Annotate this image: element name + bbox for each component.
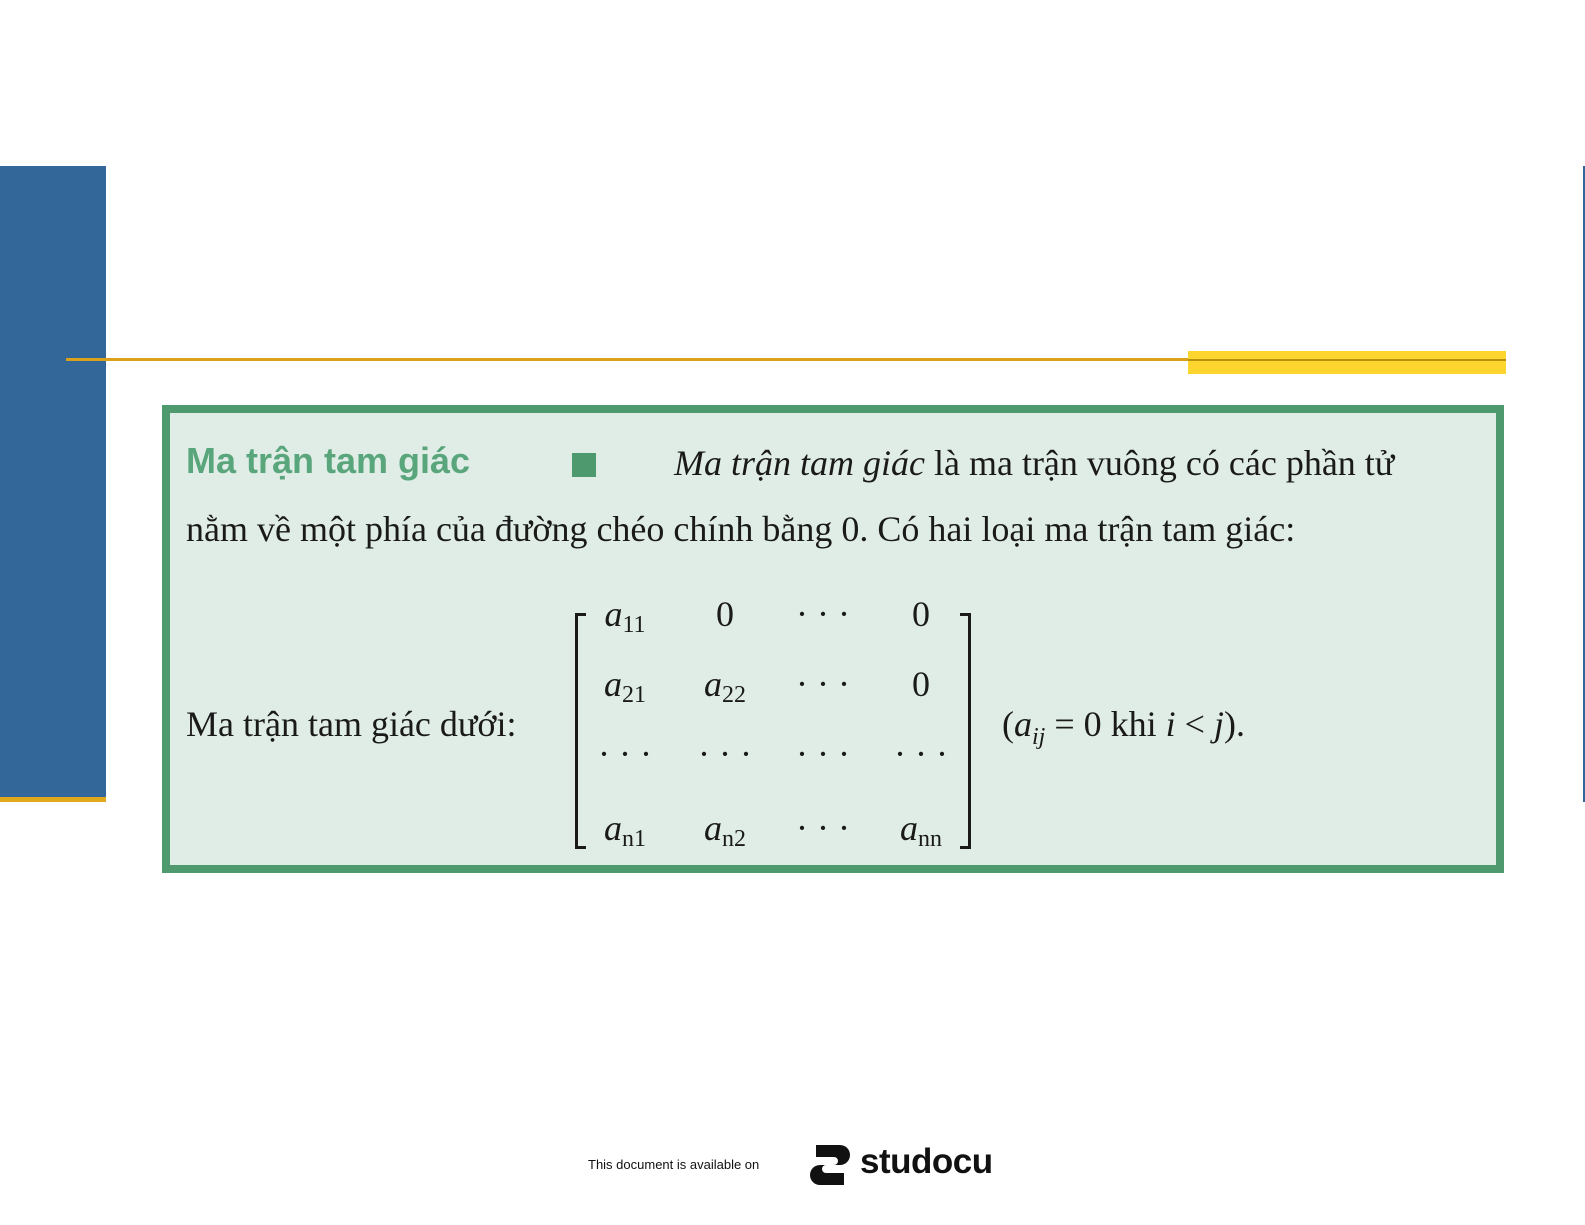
matrix-cell: $a_{22}$	[704, 664, 746, 708]
matrix-cell: $a_{21}$	[604, 664, 646, 708]
matrix-cell: $a_{nn}$	[900, 808, 942, 852]
condition-close: ).	[1224, 704, 1245, 744]
matrix-cell: · · ·	[796, 808, 850, 848]
matrix-cell: · · ·	[598, 734, 652, 774]
matrix-cell: · · ·	[796, 594, 850, 634]
condition-var: a	[1014, 704, 1032, 744]
title-divider-block-line	[1188, 359, 1506, 361]
definition-line-2: nằm về một phía của đường chéo chính bằng 0. Có hai loại ma trận tam giác:	[186, 509, 1296, 549]
condition-middle: = 0 khi	[1045, 704, 1166, 744]
matrix-condition	[1002, 703, 1245, 750]
condition-open: (	[1002, 704, 1014, 744]
left-sidebar-accent	[0, 797, 106, 802]
condition-j: j	[1213, 704, 1224, 744]
definition-line-1	[674, 442, 1394, 484]
square-bullet-icon	[572, 453, 596, 477]
footer-brand[interactable]: studocu	[860, 1142, 993, 1181]
matrix-cell: $a_{n1}$	[604, 808, 646, 852]
condition-lt: <	[1175, 704, 1214, 744]
definition-term: Ma trận tam giác	[674, 443, 925, 483]
matrix-cell: 0	[912, 664, 930, 704]
matrix-cell: 0	[912, 594, 930, 634]
matrix-cell: · · ·	[894, 734, 948, 774]
condition-i: i	[1165, 704, 1176, 744]
matrix-cell: $a_{11}$	[604, 594, 646, 638]
definition-rest: là ma trận vuông có các phần tử	[924, 443, 1395, 483]
studocu-logo-icon	[806, 1141, 854, 1189]
matrix-cell: 0	[716, 594, 734, 634]
footer-text: This document is available on	[588, 1157, 760, 1172]
matrix-cell: $a_{n2}$	[704, 808, 746, 852]
box-title: Ma trận tam giác	[186, 440, 471, 481]
matrix-cell: · · ·	[796, 734, 850, 774]
condition-sub: ij	[1032, 724, 1046, 750]
title-divider-block	[1188, 351, 1506, 374]
lower-triangular-label: Ma trận tam giác dưới:	[186, 704, 517, 744]
matrix-cell: · · ·	[796, 664, 850, 704]
left-sidebar-bar	[0, 166, 106, 799]
definition-box-top	[162, 405, 1504, 583]
matrix-cell: · · ·	[698, 734, 752, 774]
